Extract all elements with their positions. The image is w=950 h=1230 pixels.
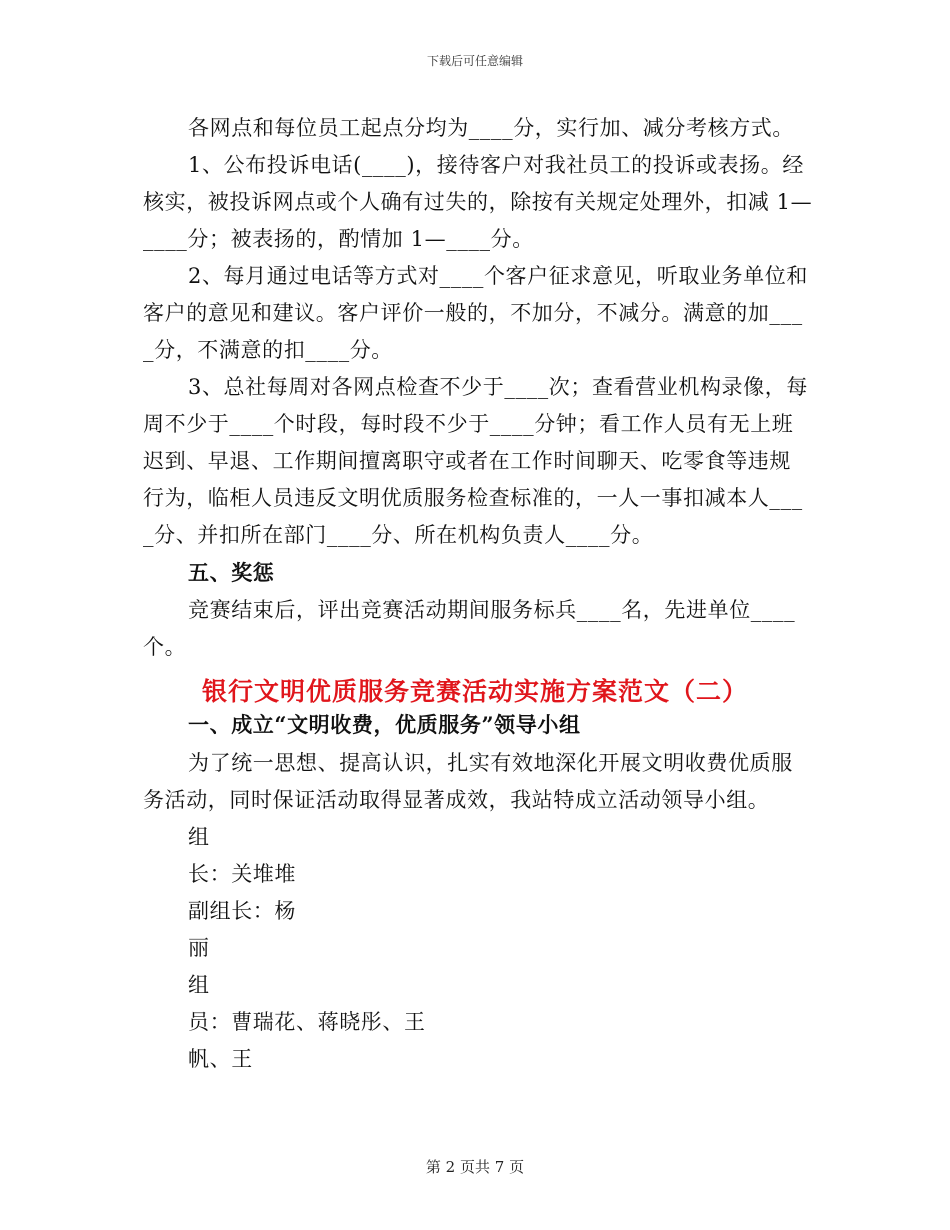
paragraph-line: 行为，临柜人员违反文明优质服务检查标准的，一人一事扣减本人___ [143, 486, 803, 510]
paragraph-line: 客户的意见和建议。客户评价一般的，不加分，不减分。满意的加___ [143, 301, 803, 325]
paragraph-line: 为了统一思想、提高认识，扎实有效地深化开展文明收费优质服 [188, 751, 793, 775]
paragraph-line: 各网点和每位员工起点分均为____分，实行加、减分考核方式。 [188, 116, 794, 140]
page-footer: 第 2 页共 7 页 [425, 1158, 525, 1176]
paragraph-line: _分、并扣所在部门____分、所在机构负责人____分。 [143, 523, 654, 547]
paragraph-line: 丽 [188, 936, 210, 960]
document-title: 银行文明优质服务竞赛活动实施方案范文（二） [201, 677, 748, 706]
paragraph-line: 迟到、早退、工作期间擅离职守或者在工作时间聊天、吃零食等违规 [143, 449, 791, 473]
paragraph-line: 周不少于____个时段，每时段不少于____分钟；看工作人员有无上班 [143, 412, 794, 436]
paragraph-line: 2、每月通过电话等方式对____个客户征求意见，听取业务单位和 [188, 264, 808, 288]
section-heading: 一、成立“文明收费，优质服务”领导小组 [188, 712, 581, 737]
paragraph-line: 核实，被投诉网点或个人确有过失的，除按有关规定处理外，扣减 1— [143, 190, 813, 214]
paragraph-line: ____分；被表扬的，酌情加 1—____分。 [143, 227, 534, 251]
paragraph-line: 帆、王 [188, 1047, 253, 1071]
paragraph-line: 组 [188, 825, 210, 849]
section-heading: 五、奖惩 [188, 560, 275, 585]
paragraph-line: 务活动，同时保证活动取得显著成效，我站特成立活动领导小组。 [143, 788, 770, 812]
paragraph-line: 长：关堆堆 [188, 862, 296, 886]
paragraph-line: 副组长：杨 [188, 899, 296, 923]
paragraph-line: 竞赛结束后，评出竞赛活动期间服务标兵____名，先进单位____ [188, 598, 796, 622]
paragraph-line: 1、公布投诉电话(____)，接待客户对我社员工的投诉或表扬。经 [188, 153, 804, 177]
paragraph-line: 组 [188, 973, 210, 997]
paragraph-line: 个。 [143, 635, 187, 659]
paragraph-line: 员：曹瑞花、蒋晓彤、王 [188, 1010, 426, 1034]
paragraph-line: 3、总社每周对各网点检查不少于____次；查看营业机构录像，每 [188, 375, 808, 399]
paragraph-line: _分，不满意的扣____分。 [143, 338, 393, 362]
page-header: 下载后可任意编辑 [426, 54, 523, 68]
